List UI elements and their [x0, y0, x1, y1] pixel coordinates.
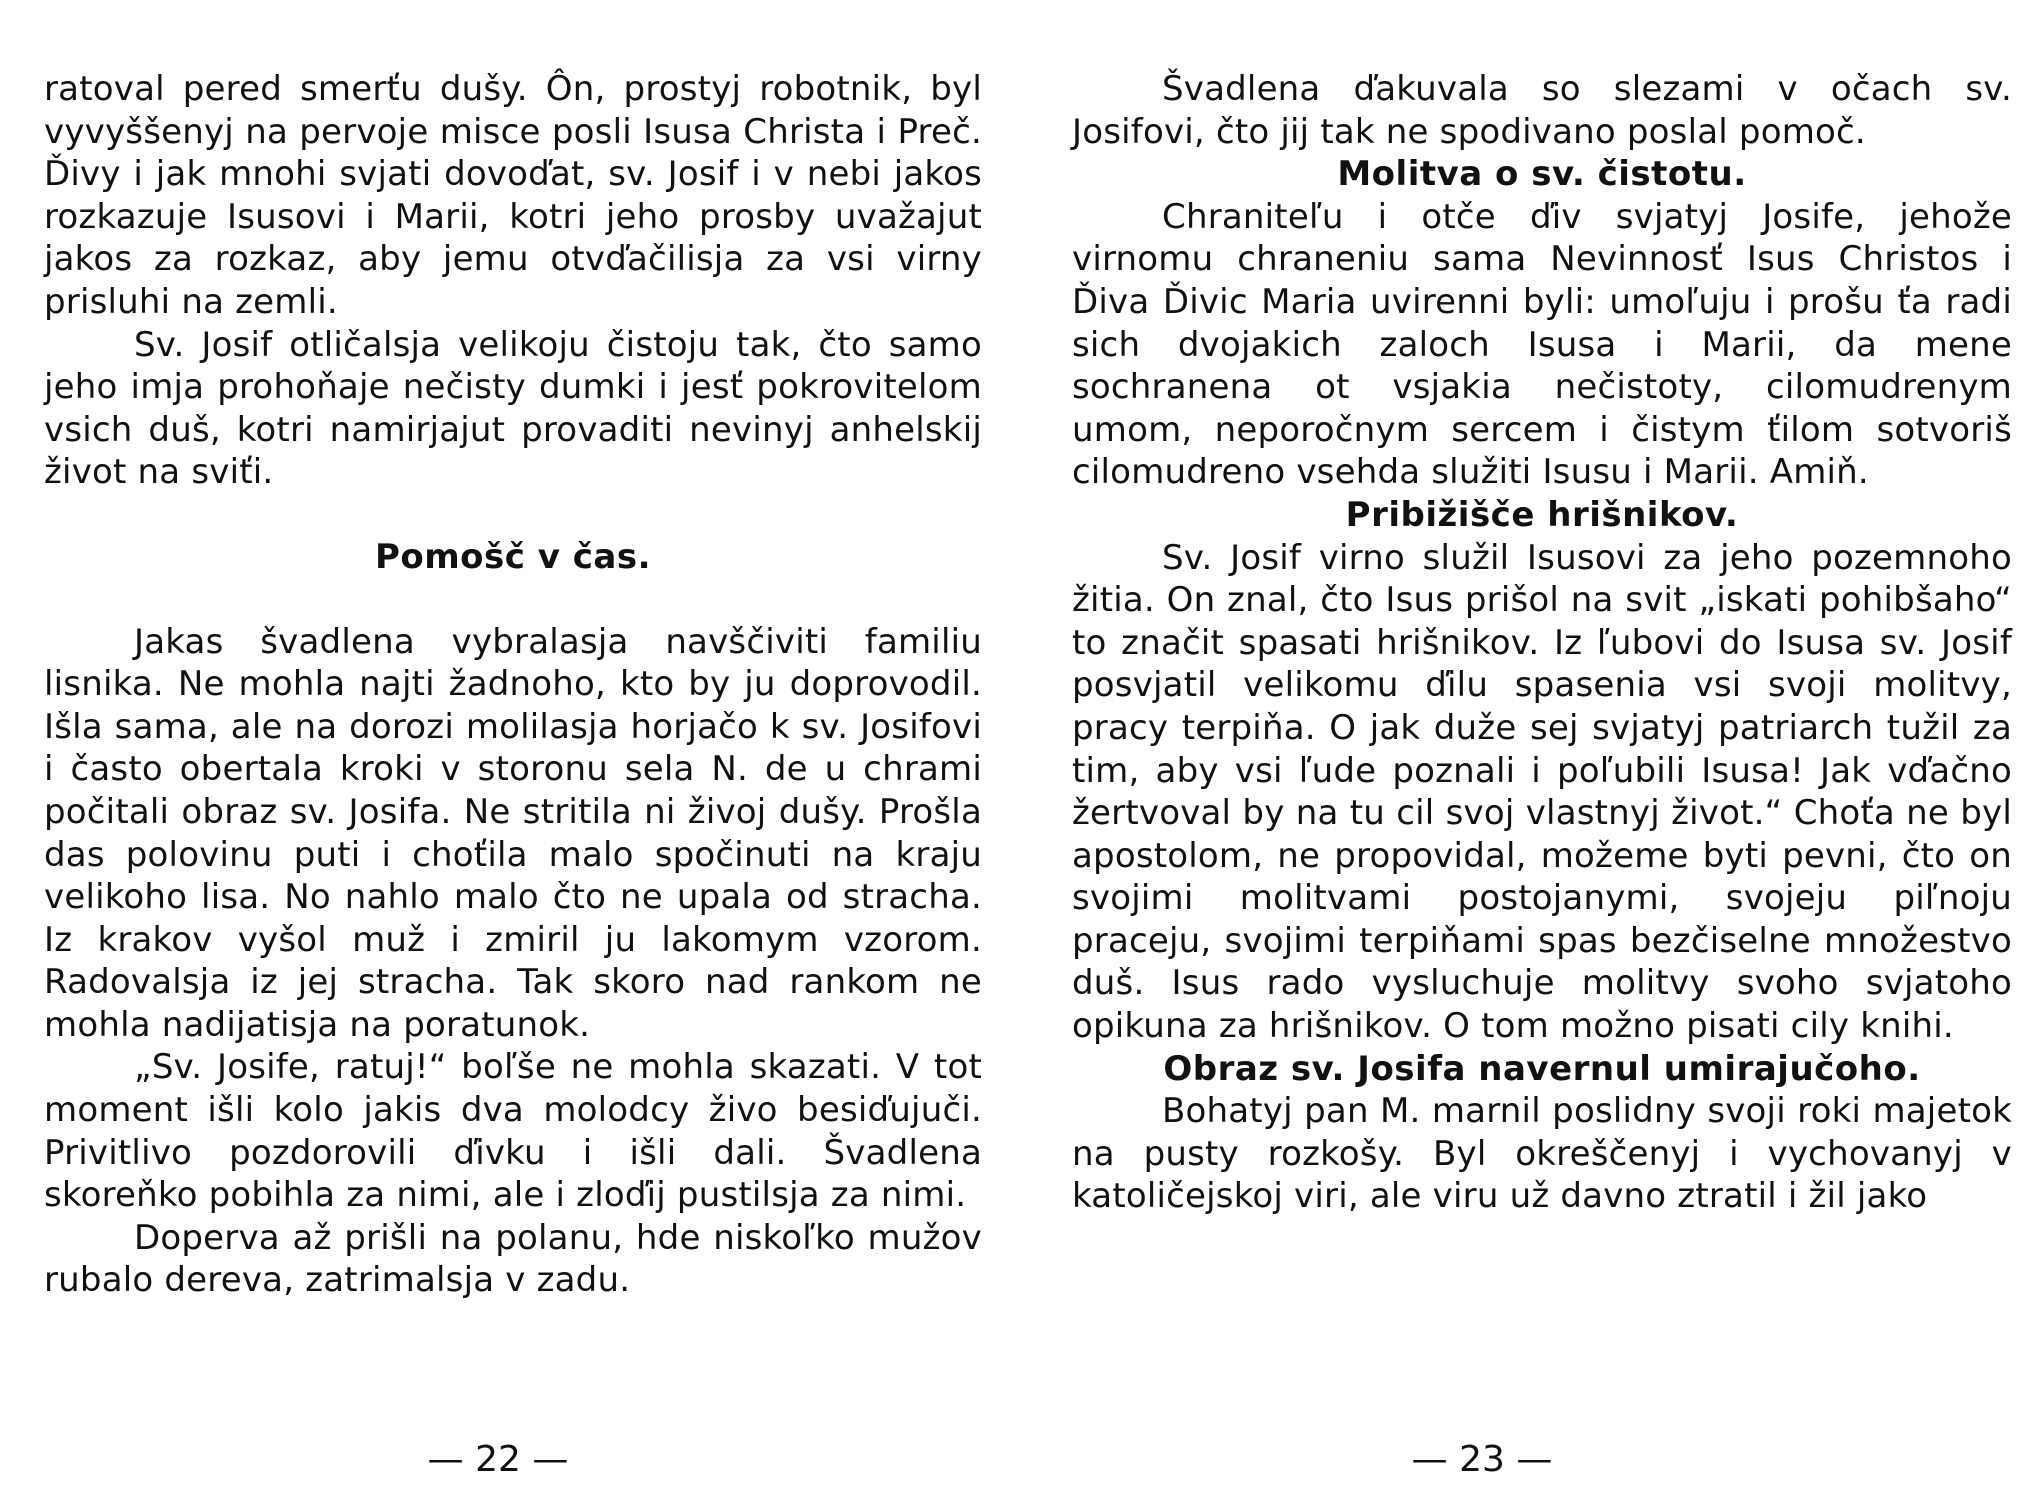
paragraph: Sv. Josif otličalsja velikoju čistoju tak, čto samo jeho imja prohoňaje nečisty dumki i jesť pokrovitelom vsich duš, kotri namirjajut provaditi nevinyj anhelskij život na sviťi. [44, 324, 982, 493]
right-text-column [1072, 68, 2012, 1218]
paragraph: „Sv. Josife, ratuj!“ boľše ne mohla skazati. V tot moment išli kolo jakis dva molodcy živo besiďujuči. Privitlivo pozdorovili ďivku i išli dali. Švadlena skoreňko pobihla za nimi, ale i zloďij pustilsja za nimi. [44, 1047, 982, 1216]
section-heading: Obraz sv. Josifa navernul umirajučoho. [1163, 1048, 1921, 1089]
paragraph: Chraniteľu i otče ďiv svjatyj Josife, jehože virnomu chraneniu sama Nevinnosť Isus Christos i Ďiva Ďivic Maria uvirenni byli: umoľuju i prošu ťa radi sich dvojakich zaloch Isusa i Marii, da mene sochranena ot vsjakia nečistoty, cilomudrenym umom, neporočnym sercem i čistym ťilom sotvoriš cilomudreno vsehda služiti Isusu i Marii. Amiň. [1072, 196, 2012, 493]
section-heading: Molitva o sv. čistotu. [1337, 154, 1747, 195]
section-heading: Pribižišče hrišnikov. [1345, 494, 1739, 535]
paragraph: Bohatyj pan M. marnil poslidny svoji roki majetok na pusty rozkošy. Byl okreščenyj i vychovanyj v katoličejskoj viri, ale viru už davno ztratil i žil jako [1072, 1091, 2012, 1217]
page-number: — 22 — [427, 1439, 569, 1480]
paragraph-continued: ratoval pered smerťu dušy. Ôn, prostyj robotnik, byl vyvyššenyj na pervoje misce posli Isusa Christa i Preč. Ďivy i jak mnohi svjati dovoďat, sv. Josif i v nebi jakos rozkazuje Isusovi i Marii, kotri jeho prosby uvažajut jakos za rozkaz, aby jemu otvďačilisja za vsi virny prisluhi na zemli. [44, 69, 982, 322]
page-number: — 23 — [1411, 1439, 1553, 1480]
section-heading: Pomošč v čas. [374, 536, 652, 577]
paragraph: Sv. Josif virno služil Isusovi za jeho pozemnoho žitia. On znal, čto Isus prišol na svit „iskati pohibšaho“ to značit spasati hrišnikov. Iz ľubovi do Isusa sv. Josif posvjatil velikomu ďilu spasenia vsi svoji molitvy, pracy terpiňa. O jak duže sej svjatyj patriarch tužil za tim, aby vsi ľude poznali i poľubili Isusa! Jak vďačno žertvoval by na tu cil svoj vlastnyj život.“ Choťa ne byl apostolom, ne propovidal, možeme byti pevni, čto on svojimi molitvami postojanymi, svojeju piľnoju praceju, svojimi terpiňami spas bezčiselne množestvo duš. Isus rado vysluchuje molitvy svoho svjatoho opikuna za hrišnikov. O tom možno pisati cily knihi. [1072, 537, 2012, 1047]
right-page [1016, 0, 2032, 1500]
paragraph: Švadlena ďakuvala so slezami v očach sv. Josifovi, čto jij tak ne spodivano poslal pomoč. [1072, 69, 2012, 152]
paragraph: Doperva až prišli na polanu, hde niskoľko mužov rubalo dereva, zatrimalsja v zadu. [44, 1217, 982, 1301]
paragraph: Jakas švadlena vybralasja navščiviti familiu lisnika. Ne mohla najti žadnoho, kto by ju doprovodil. Išla sama, ale na dorozi molilasja horjačo k sv. Josifovi i často obertala kroki v storonu sela N. de u chrami počitali obraz sv. Josifa. Ne stritila ni živoj dušy. Prošla das polovinu puti i choťila malo spočinuti na kraju velikoho lisa. No nahlo malo čto ne upala od stracha. Iz krakov vyšol muž i zmiril ju lakomym vzorom. Radovalsja iz jej stracha. Tak skoro nad rankom ne mohla nadijatisja na poratunok. [44, 621, 982, 1045]
left-text-column [44, 68, 982, 1302]
